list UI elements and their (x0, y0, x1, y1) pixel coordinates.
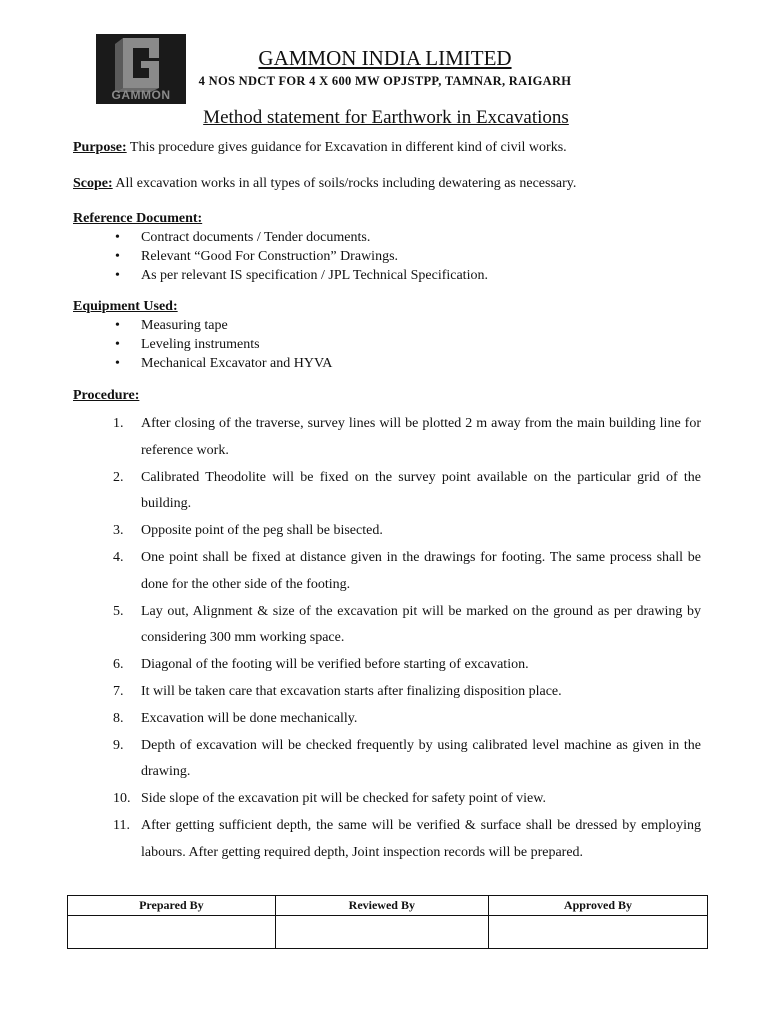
procedure-step: 1. After closing of the traverse, survey lines will be plotted 2 m away from the main building line for reference work. (113, 416, 701, 458)
bullet-icon: • (115, 230, 120, 245)
procedure-heading: Procedure: (73, 388, 140, 403)
list-item: • Leveling instruments (115, 337, 332, 356)
procedure-step: 4. One point shall be fixed at distance given in the drawings for footing. The same process shall be done for the other side of the footing. (113, 549, 701, 592)
list-item: • Relevant “Good For Construction” Drawings. (115, 249, 488, 268)
scope-label: Scope: (73, 176, 113, 191)
procedure-step: 10. Side slope of the excavation pit will be checked for safety point of view. (113, 791, 546, 807)
list-item: • Mechanical Excavator and HYVA (115, 356, 332, 375)
project-name: 4 NOS NDCT FOR 4 X 600 MW OPJSTPP, TAMNAR, RAIGARH (198, 74, 572, 88)
approved-by-header: Approved By (488, 896, 707, 916)
signoff-table (67, 895, 708, 949)
procedure-step: 7. It will be taken care that excavation starts after finalizing disposition place. (113, 683, 562, 699)
procedure-step: 8. Excavation will be done mechanically. (113, 710, 358, 726)
bullet-icon: • (115, 268, 120, 283)
list-item: • Contract documents / Tender documents. (115, 230, 488, 249)
procedure-step: 5. Lay out, Alignment & size of the excavation pit will be marked on the ground as per drawing by considering 300 mm working space. (113, 603, 701, 646)
procedure-list (113, 411, 701, 867)
logo-wordmark: GAMMON (111, 88, 171, 102)
company-name: GAMMON INDIA LIMITED (258, 46, 512, 70)
reference-heading: Reference Document: (73, 211, 203, 226)
prepared-by-header: Prepared By (68, 896, 276, 916)
bullet-icon: • (115, 318, 120, 333)
equipment-heading: Equipment Used: (73, 299, 178, 314)
purpose-line (73, 140, 567, 156)
document-title: Method statement for Earthwork in Excavations (203, 107, 569, 128)
table-row (68, 916, 708, 949)
reference-list (115, 230, 488, 287)
equipment-list (115, 318, 332, 375)
procedure-step: 11. After getting sufficient depth, the same will be verified & surface shall be dressed by employing labours. After getting required depth, Joint inspection records will be prepared. (113, 817, 701, 860)
list-item: • As per relevant IS specification / JPL Technical Specification. (115, 268, 488, 287)
scope-line (73, 176, 576, 192)
approved-by-cell (488, 916, 707, 949)
bullet-icon: • (115, 249, 120, 264)
procedure-step: 2. Calibrated Theodolite will be fixed on the survey point available on the particular grid of the building. (113, 469, 701, 512)
bullet-icon: • (115, 337, 120, 352)
company-logo (96, 34, 186, 104)
reviewed-by-cell (275, 916, 488, 949)
table-header-row (68, 896, 708, 916)
list-item: • Measuring tape (115, 318, 332, 337)
reviewed-by-header: Reviewed By (275, 896, 488, 916)
procedure-step: 9. Depth of excavation will be checked frequently by using calibrated level machine as given in the drawing. (113, 737, 701, 780)
procedure-step: 3. Opposite point of the peg shall be bisected. (113, 523, 383, 539)
purpose-label: Purpose: (73, 140, 127, 155)
procedure-step: 6. Diagonal of the footing will be verified before starting of excavation. (113, 657, 529, 673)
scope-text: All excavation works in all types of soils/rocks including dewatering as necessary. (112, 176, 577, 191)
prepared-by-cell (68, 916, 276, 949)
bullet-icon: • (115, 356, 120, 371)
purpose-text: This procedure gives guidance for Excavation in different kind of civil works. (126, 140, 567, 155)
